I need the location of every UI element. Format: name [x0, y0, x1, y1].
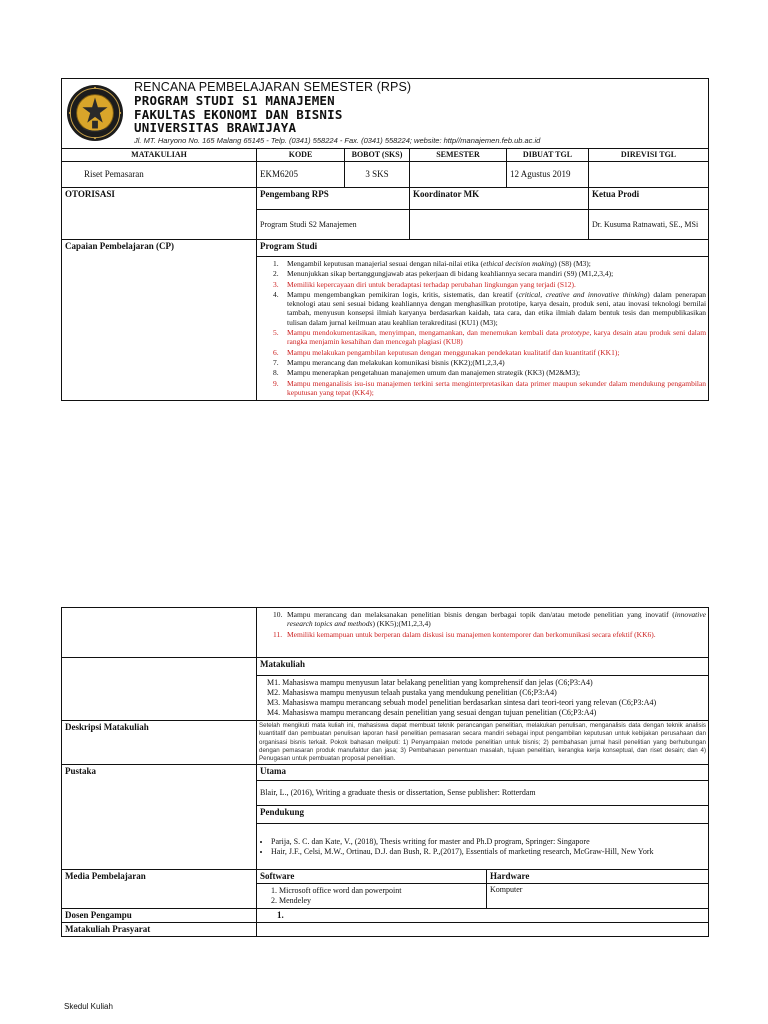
rps-page-2 — [61, 607, 708, 937]
cp-item-number: 4. — [273, 289, 279, 299]
outcome-code: M3. — [267, 698, 283, 707]
pengembang-label: Pengembang RPS — [257, 188, 410, 210]
schedule-caption: Skedul Kuliah — [64, 1002, 113, 1011]
otorisasi-label: OTORISASI — [62, 188, 257, 240]
document-header — [62, 79, 709, 149]
course-created-date: 12 Agustus 2019 — [507, 162, 589, 188]
cp-item-text — [287, 269, 613, 278]
cp-item-text — [287, 259, 591, 268]
cp-list-page-1 — [257, 257, 708, 400]
program-name: PROGRAM STUDI S1 MANAJEMEN — [134, 93, 335, 108]
cp-item-text-main: Mampu menerapkan pengetahuan manajemen umum dan manajemen strategik (KK3) (M2&M3); — [287, 368, 581, 378]
document-title: RENCANA PEMBELAJARAN SEMESTER (RPS) — [134, 80, 412, 94]
cp-item-number: 1. — [273, 259, 279, 268]
cp-item-text-tail: , karya desain atau produk seni dalam rangka menjamin kesahihan dan mencegah plagiasi (KU8) — [287, 328, 707, 347]
pustaka-utama-text: Blair, L., (2016), Writing a graduate thesis or dissertation, Sense publisher: Rotterdam — [257, 781, 709, 806]
course-semester — [410, 162, 507, 188]
matakuliah-outcome — [267, 688, 704, 698]
cp-item-number: 8. — [273, 368, 279, 378]
course-revised-date — [589, 162, 709, 188]
cp-item-text — [287, 610, 706, 628]
cp-item-number: 10. — [273, 610, 283, 619]
software-item: 1. Microsoft office word dan powerpoint — [279, 886, 482, 896]
media-label: Media Pembelajaran — [62, 870, 257, 909]
software-cell — [257, 884, 487, 909]
matakuliah-label-left-cell — [62, 658, 257, 721]
cp-item-number: 3. — [273, 279, 279, 289]
matakuliah-outcome — [267, 708, 704, 718]
cp-item-text — [287, 290, 706, 327]
cp-item — [273, 269, 706, 279]
software-item: 2. Mendeley — [279, 896, 482, 906]
col-header-semester: SEMESTER — [410, 149, 507, 162]
pengembang-value: Program Studi S2 Manajemen — [257, 210, 410, 240]
cp-item-text-main: Memiliki kemampuan untuk berperan dalam diskusi isu manajemen kontemporer dan berkomunikasi secara efektif (KK6). — [287, 629, 656, 639]
cp-item-text-main: Mampu mengembangkan pemikiran logis, kritis, sistematis, dan kreatif ( — [287, 289, 519, 299]
cp-list-page-2 — [257, 608, 708, 642]
cp-item-text — [287, 348, 619, 357]
cp-item — [273, 279, 706, 289]
cp-item — [273, 259, 706, 268]
cp-item-text-main: Memiliki kepercayaan diri untuk beradaptasi terhadap perubahan lingkungan yang terjadi (S12). — [287, 279, 576, 289]
cp-item — [273, 357, 706, 367]
col-header-dibuat: DIBUAT TGL — [507, 149, 589, 162]
cp-item-text-tail: ) dalam penerapan teknologi atau seni sesuai bidang keahliannya dengan menghasilkan prototipe, karya desain, produk seni, atau inovasi teknologi bernilai tambah, menyusun konsepsi ilmiah karyanya berdasarkan kaidah, tata cara, dan etika ilmiah dalam bentuk tesis dan mempublikasikan tulisan dalam jurnal keilmuan atau keahlian terakreditasi (KU1) (M3); — [287, 289, 707, 327]
cp-item — [273, 289, 707, 327]
pustaka-utama-label: Utama — [257, 765, 709, 781]
cp-item — [273, 629, 706, 639]
course-credits: 3 SKS — [345, 162, 410, 188]
matakuliah-outcome — [267, 698, 704, 708]
cp-item-text-main: Mampu merancang dan melaksanakan penelitian bisnis dengan berbagai topik dan/atau metode penelitian yang inovatif ( — [287, 610, 675, 619]
cp-item-number: 5. — [273, 328, 279, 338]
deskripsi-text: Setelah mengikuti mata kuliah ini, mahasiswa dapat membuat teknik perancangan penelitian, melakukan penulisan, menganalisis data dengan teknik analisis kuantitatif dan pembuatan penulisan laporan hasil penelitian pemasaran secara mandiri sebagai input pengambilan keputusan untuk kebijakan perusahaan dan organisasi bisnis terkait. Pokok bahasan meliputi: 1) Penyampaian metode penelitian untuk bisnis; 2) pembahasan jurnal hasil penelitian yang berhubungan dengan pemasaran produk manufaktur dan jasa; 3) Pembahasan penentuan masalah, tujuan penelitian, kerangka kerja konseptual, dan riset desain; dan 4) Penugasan untuk pembuatan proposal penelitian. — [257, 721, 709, 765]
outcome-code: M4. — [267, 708, 283, 717]
pustaka-pendukung-item: • Parija, S. C. dan Kate, V., (2018), Thesis writing for master and Ph.D program, Springer: Singapore — [271, 837, 704, 847]
rps-page-1 — [61, 78, 708, 401]
outcome-text: Mahasiswa mampu menyusun telaah pustaka yang mendukung penelitian (C6;P3:A4) — [282, 688, 557, 697]
cp-item-text-italic: innovative research topics and methods — [287, 610, 707, 629]
course-name: Riset Pemasaran — [62, 162, 257, 188]
cp-list-cell — [257, 257, 709, 401]
pustaka-label: Pustaka — [62, 765, 257, 870]
cp-item-text-italic: prototype — [560, 328, 590, 338]
software-list — [257, 884, 486, 908]
cp-continued-cell — [257, 608, 709, 658]
cp-item-text-tail: ) (S8) (M3); — [554, 259, 591, 268]
cp-item-text-main: Mengambil keputusan manajerial sesuai dengan nilai-nilai etika ( — [287, 259, 483, 268]
cp-item — [273, 347, 706, 357]
cp-item — [273, 610, 707, 629]
ketua-label: Ketua Prodi — [589, 188, 709, 210]
cp-item-number: 9. — [273, 378, 279, 388]
col-header-kode: KODE — [257, 149, 345, 162]
cp-item-text — [287, 368, 580, 377]
deskripsi-label: Deskripsi Matakuliah — [62, 721, 257, 765]
prasyarat-value — [257, 923, 709, 937]
university-seal-icon — [66, 84, 124, 142]
koordinator-label: Koordinator MK — [410, 188, 589, 210]
course-value-row — [62, 162, 709, 188]
cp-item-text-main: Mampu mendokumentasikan, menyimpan, mengamankan, dan menemukan kembali data — [287, 328, 561, 338]
hardware-label: Hardware — [487, 870, 709, 884]
cp-label: Capaian Pembelajaran (CP) — [62, 240, 257, 401]
pustaka-pendukung-list — [257, 834, 708, 859]
cp-item-number: 6. — [273, 347, 279, 357]
course-code: EKM6205 — [257, 162, 345, 188]
matakuliah-label: Matakuliah — [257, 658, 709, 676]
pustaka-pendukung-label: Pendukung — [257, 806, 709, 824]
program-studi-label: Program Studi — [257, 240, 709, 257]
cp-item-text — [287, 358, 505, 367]
course-header-row — [62, 149, 709, 162]
cp-item-text-main: Mampu menganalisis isu-isu manajemen terkini serta menginterpretasikan data primer maupun sekunder dalam mendukung pengambilan keputusan yang tepat (KK4); — [287, 378, 707, 397]
address-line: Jl. MT. Haryono No. 165 Malang 65145 - Telp. (0341) 558224 - Fax. (0341) 558224; website: http//manajemen.feb.ub.ac.id — [134, 135, 541, 145]
cp-item — [273, 378, 707, 398]
cp-item-number: 7. — [273, 357, 279, 367]
cp-item-text-main: Mampu merancang dan melakukan komunikasi bisnis (KK2);(M1,2,3,4) — [287, 357, 505, 367]
col-header-bobot: BOBOT (SKS) — [345, 149, 410, 162]
cp-item-text — [287, 328, 706, 346]
cp-item-text-italic: ethical decision making — [482, 259, 555, 268]
matakuliah-items-cell — [257, 676, 709, 721]
outcome-text: Mahasiswa mampu merancang sebuah model penelitian berdasarkan sintesa dari teori-teori yang relevan (C6;P3:A4) — [282, 698, 657, 707]
cp-item-text-main: Menunjukkan sikap bertanggungjawab atas pekerjaan di bidang keahliannya secara mandiri (S9) (M1,2,3,4); — [287, 269, 614, 279]
cp-item-text — [287, 630, 656, 639]
matakuliah-outcome — [267, 678, 704, 688]
col-header-direvisi: DIREVISI TGL — [589, 149, 709, 162]
outcome-text: Mahasiswa mampu menyusun latar belakang penelitian yang komprehensif dan jelas (C6;P3:A4) — [282, 678, 593, 687]
outcome-code: M1. — [267, 678, 283, 687]
ketua-value: Dr. Kusuma Ratnawati, SE., MSi — [589, 210, 709, 240]
cp-item — [273, 328, 707, 347]
rps-table-page-2 — [61, 607, 709, 937]
cp-item-number: 11. — [273, 629, 283, 639]
pustaka-pendukung-cell — [257, 824, 709, 870]
hardware-text: Komputer — [487, 884, 709, 909]
cp-item-text-main: Mampu melakukan pengambilan keputusan dengan menggunakan pendekatan kualitatif dan kuantitatif (KK1); — [287, 347, 620, 357]
cp-continued-label-cell — [62, 608, 257, 658]
koordinator-value — [410, 210, 589, 240]
university-name: UNIVERSITAS BRAWIJAYA — [134, 120, 297, 135]
prasyarat-label: Matakuliah Prasyarat — [62, 923, 257, 937]
dosen-label: Dosen Pengampu — [62, 909, 257, 923]
outcome-text: Mahasiswa mampu merancang desain penelitian yang sesuai dengan tujuan penelitian (C6;P3:A4) — [282, 708, 597, 717]
cp-item-text-italic: critical, creative and innovative thinking — [518, 289, 648, 299]
outcome-code: M2. — [267, 688, 283, 697]
pustaka-pendukung-item: • Hair, J.F., Celsi, M.W., Ortinau, D.J. dan Bush, R. P.,(2017), Essentials of marketing research, McGraw-Hill, New York — [271, 847, 704, 857]
cp-item-text — [287, 379, 706, 397]
matakuliah-outcomes-list — [257, 676, 708, 720]
dosen-item: 1. — [257, 909, 709, 923]
rps-table-page-1 — [61, 78, 709, 401]
cp-item-text — [287, 280, 576, 289]
col-header-matakuliah: MATAKULIAH — [62, 149, 257, 162]
faculty-name: FAKULTAS EKONOMI DAN BISNIS — [134, 106, 343, 122]
cp-item-text-tail: ) (KK5);(M1,2,3,4) — [372, 619, 431, 629]
cp-item-number: 2. — [273, 269, 279, 279]
software-label: Software — [257, 870, 487, 884]
cp-item — [273, 368, 706, 378]
